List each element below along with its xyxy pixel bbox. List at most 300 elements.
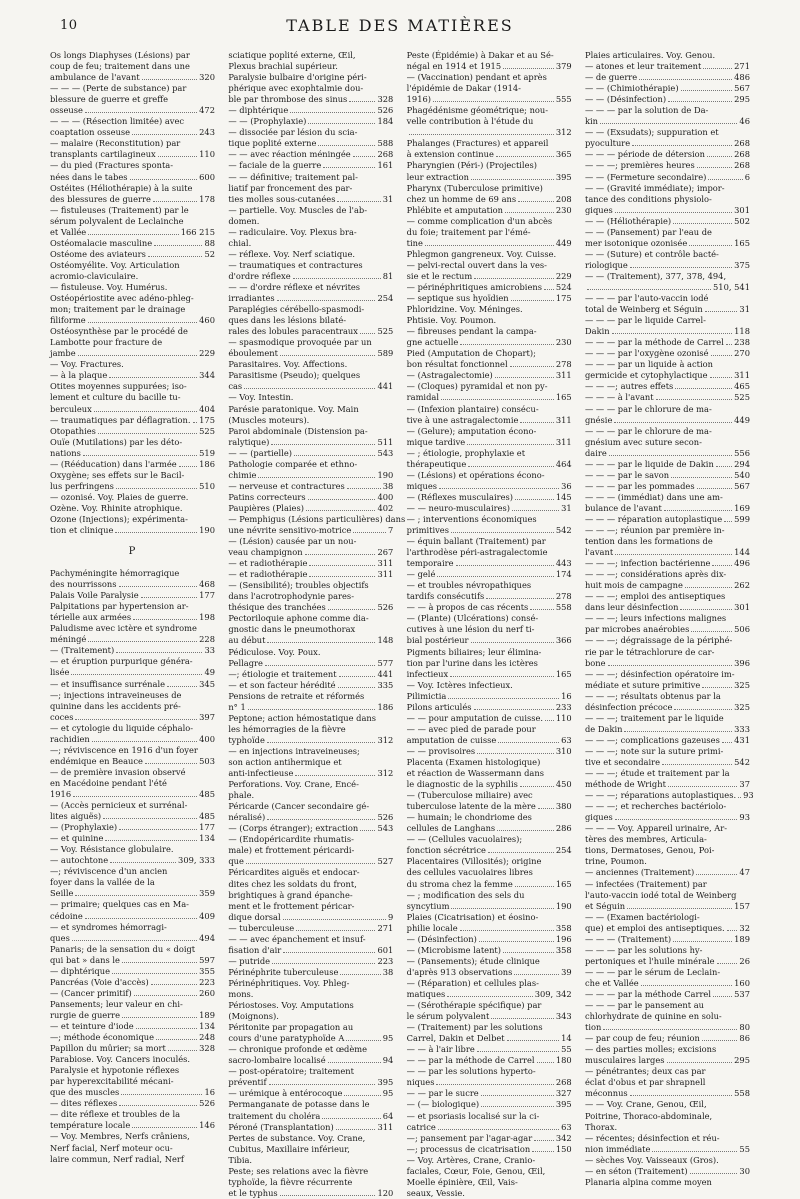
index-entry xyxy=(50,238,215,249)
dot-leader xyxy=(130,179,198,180)
index-entry xyxy=(407,404,572,415)
index-entry xyxy=(585,492,750,503)
entry-page-number: 166 215 xyxy=(180,226,215,237)
dot-leader xyxy=(425,245,554,246)
entry-text: — — Voy. Crane, Genou, Œil, xyxy=(584,1099,707,1110)
entry-text: sie et le rectum xyxy=(406,270,473,281)
entry-text: — — — à l'avant xyxy=(584,392,654,403)
entry-page-number: 286 xyxy=(555,823,572,834)
entry-text: — — — par le chlorure de ma- xyxy=(584,425,712,436)
entry-text: Moelle épinière, Œil, Vais- xyxy=(406,1176,518,1187)
entry-text: lement et culture du bacille tu- xyxy=(50,392,181,403)
index-entry xyxy=(50,966,215,977)
entry-text: — — — par les solutions hy- xyxy=(584,944,703,955)
entry-page-number: 254 xyxy=(377,293,394,304)
index-entry xyxy=(50,1120,215,1131)
dot-leader xyxy=(277,300,376,301)
entry-text: dans l'acrotrophodynie pares- xyxy=(228,591,354,602)
entry-text: phérique avec exophtalmie dou- xyxy=(228,83,364,94)
dot-leader xyxy=(280,1195,376,1196)
dot-leader xyxy=(439,488,559,489)
index-entry xyxy=(228,337,393,348)
index-entry xyxy=(585,370,750,381)
entry-text: — tuberculeuse xyxy=(228,922,295,933)
index-entry xyxy=(228,359,393,370)
dot-leader xyxy=(641,985,732,986)
dot-leader xyxy=(673,941,732,942)
dot-leader xyxy=(349,101,375,102)
index-entry xyxy=(228,923,393,934)
entry-text: — faciale de la guerre xyxy=(228,160,322,171)
entry-text: — ; modification des sels du xyxy=(406,889,525,900)
entry-page-number: 543 xyxy=(377,823,394,834)
index-entry xyxy=(585,547,750,558)
dot-leader xyxy=(308,123,375,124)
entry-page-number: 180 xyxy=(555,1055,572,1066)
index-entry xyxy=(407,779,572,790)
index-column-1 xyxy=(50,50,215,1164)
index-entry xyxy=(585,945,750,956)
index-entry xyxy=(585,160,750,171)
entry-text: — — — (Traitement) xyxy=(584,933,672,944)
index-entry xyxy=(585,337,750,348)
dot-leader xyxy=(545,720,554,721)
index-entry xyxy=(228,867,393,878)
entry-page-number: 94 xyxy=(382,1055,394,1066)
index-entry xyxy=(228,945,393,956)
index-entry xyxy=(407,812,572,823)
index-entry xyxy=(585,249,750,260)
entry-text: — — — par l'auto-vaccin iodé xyxy=(584,293,709,304)
entry-text: chez un homme de 69 ans xyxy=(406,193,517,204)
entry-page-number: 63 xyxy=(561,734,572,745)
index-entry xyxy=(407,580,572,591)
dot-leader xyxy=(712,565,732,566)
entry-text: néralisé) xyxy=(228,812,266,823)
index-entry xyxy=(407,602,572,613)
dot-leader xyxy=(505,212,554,213)
entry-text: — (Astragalectomie) xyxy=(406,370,493,381)
index-entry xyxy=(228,260,393,271)
page-number: 10 xyxy=(60,18,78,33)
entry-text: chial. xyxy=(228,237,252,248)
entry-text: — (Cancer primitif) xyxy=(50,987,132,998)
entry-text: jambe xyxy=(50,348,76,359)
dot-leader xyxy=(148,256,203,257)
dot-leader xyxy=(587,289,711,290)
index-entry xyxy=(585,713,750,724)
dot-leader xyxy=(538,808,554,809)
entry-text: — — (partielle) xyxy=(228,447,293,458)
entry-page-number: 228 xyxy=(199,634,215,645)
index-entry xyxy=(228,94,393,105)
index-entry xyxy=(50,415,215,426)
dot-leader xyxy=(322,1118,380,1119)
entry-page-number: 198 xyxy=(199,612,215,623)
index-entry xyxy=(407,735,572,746)
dot-leader xyxy=(179,466,197,467)
dot-leader xyxy=(726,344,732,345)
entry-text: mon; traitement par le drainage xyxy=(50,304,186,315)
dot-leader xyxy=(615,819,738,820)
index-entry xyxy=(228,1144,393,1155)
entry-page-number: 311 xyxy=(555,436,572,447)
index-entry xyxy=(407,1177,572,1188)
index-entry xyxy=(585,1066,750,1077)
entry-text: — — (Cellules vacuolaires); xyxy=(406,834,523,845)
entry-page-number: 527 xyxy=(377,856,394,867)
entry-text: tion xyxy=(584,1022,602,1033)
entry-page-number: 93 xyxy=(743,790,754,801)
entry-page-number: 335 xyxy=(377,679,394,690)
index-entry xyxy=(407,923,572,934)
index-entry xyxy=(407,624,572,635)
index-entry xyxy=(50,138,215,149)
entry-text: — chronique profonde et œdème xyxy=(228,1044,368,1055)
entry-text: désinfection précoce xyxy=(584,701,673,712)
entry-page-number: 599 xyxy=(734,513,750,524)
index-entry xyxy=(228,912,393,923)
index-entry xyxy=(50,767,215,778)
index-entry xyxy=(585,359,750,370)
entry-page-number: 146 xyxy=(199,1120,215,1131)
entry-text: foyer dans la vallée de la xyxy=(50,877,155,888)
entry-page-number: 165 xyxy=(555,392,572,403)
entry-page-number: 472 xyxy=(199,105,215,116)
dot-leader xyxy=(193,422,198,423)
entry-page-number: 118 xyxy=(734,326,750,337)
entry-text: des cellules vacuolaires libres xyxy=(406,867,533,878)
entry-page-number: 537 xyxy=(734,988,750,999)
dot-leader xyxy=(710,377,733,378)
index-entry xyxy=(50,811,215,822)
entry-page-number: 556 xyxy=(734,447,750,458)
dot-leader xyxy=(308,499,376,500)
entry-text: Papillon du mûrier; sa mort xyxy=(50,1043,166,1054)
entry-page-number: 365 xyxy=(555,149,572,160)
entry-text: — — —; traitement par le liquide xyxy=(584,712,724,723)
entry-text: Perforations. Voy. Crane, Encé- xyxy=(228,779,359,790)
dot-leader xyxy=(294,455,375,456)
entry-text: Paupières (Plaies) xyxy=(228,502,304,513)
entry-page-number: 175 xyxy=(199,414,215,425)
entry-text: laire commun, Nerf radial, Nerf xyxy=(50,1153,184,1164)
dot-leader xyxy=(78,355,198,356)
entry-text: — — —; réparations autoplastiques. xyxy=(584,790,737,801)
entry-text: le sérum polyvalent xyxy=(406,1011,490,1022)
entry-text: — — — par le liquide Carrel- xyxy=(584,315,706,326)
index-entry xyxy=(407,558,572,569)
dot-leader xyxy=(436,1084,553,1085)
dot-leader xyxy=(498,742,559,743)
entry-page-number: 223 xyxy=(377,955,394,966)
dot-leader xyxy=(624,731,732,732)
entry-page-number: 309, 342 xyxy=(534,988,572,999)
index-entry xyxy=(585,613,750,624)
entry-text: — — à l'air libre xyxy=(406,1044,475,1055)
index-entry xyxy=(407,713,572,724)
dot-leader xyxy=(471,179,554,180)
entry-text: filiforme xyxy=(50,315,86,326)
entry-text: — (Endopéricardite rhumatis- xyxy=(228,834,354,845)
entry-text: — Voy. Résistance globulaire. xyxy=(50,844,174,855)
entry-text: gnésie xyxy=(584,414,613,425)
entry-text: trine, Poumon. xyxy=(584,856,647,867)
index-entry xyxy=(228,746,393,757)
index-entry xyxy=(50,789,215,800)
index-entry xyxy=(50,83,215,94)
entry-text: —; étiologie et traitement xyxy=(228,668,337,679)
entry-text: — — avec réaction méningée xyxy=(228,149,351,160)
entry-page-number: 254 xyxy=(555,845,572,856)
index-entry xyxy=(228,790,393,801)
index-entry xyxy=(50,370,215,381)
dot-leader xyxy=(72,940,197,941)
entry-text: — (Réflexes musculaires) xyxy=(406,491,513,502)
dot-leader xyxy=(477,1051,559,1052)
dot-leader xyxy=(451,908,553,909)
index-entry xyxy=(407,1144,572,1155)
index-entry xyxy=(50,612,215,623)
entry-text: — de première invasion observé xyxy=(50,766,186,777)
entry-text: fonction sécrétrice xyxy=(406,845,486,856)
index-entry xyxy=(228,370,393,381)
entry-page-number: 267 xyxy=(377,547,394,558)
entry-page-number: 165 xyxy=(555,668,572,679)
index-entry xyxy=(407,1155,572,1166)
index-entry xyxy=(228,381,393,392)
entry-page-number: 120 xyxy=(377,1187,394,1198)
entry-page-number: 294 xyxy=(734,458,750,469)
dot-leader xyxy=(514,974,559,975)
dot-leader xyxy=(269,1084,376,1085)
entry-text: typhoïde xyxy=(228,734,265,745)
entry-text: Plaies articulaires. Voy. Genou. xyxy=(584,50,716,60)
index-entry xyxy=(228,845,393,856)
entry-text: une névrite sensitivo-motrice xyxy=(228,525,352,536)
entry-text: et Vallée xyxy=(50,226,87,237)
dot-leader xyxy=(702,687,732,688)
entry-page-number: 295 xyxy=(734,1055,750,1066)
entry-text: Peste; ses relations avec la fièvre xyxy=(228,1165,369,1176)
entry-text: — — provisoires xyxy=(406,745,476,756)
entry-page-number: 37 xyxy=(739,779,750,790)
entry-page-number: 16 xyxy=(204,1087,215,1098)
entry-page-number: 31 xyxy=(561,502,572,513)
index-entry xyxy=(407,260,572,271)
index-entry xyxy=(228,83,393,94)
entry-text: — Voy. Membres, Nerfs crâniens, xyxy=(50,1131,190,1142)
dot-leader xyxy=(98,433,197,434)
index-entry xyxy=(50,623,215,634)
entry-text: — — avec pied de parade pour xyxy=(406,723,536,734)
entry-text: — — —; autres effets xyxy=(584,381,674,392)
entry-text: — — —; désinfection opératoire im- xyxy=(584,668,735,679)
dot-leader xyxy=(83,455,197,456)
dot-leader xyxy=(697,167,732,168)
index-entry xyxy=(50,877,215,888)
entry-page-number: 396 xyxy=(734,657,750,668)
dot-leader xyxy=(460,930,554,931)
dot-leader xyxy=(168,1050,197,1051)
dot-leader xyxy=(467,444,554,445)
entry-text: tique poplité externe xyxy=(228,138,317,149)
entry-text: Parabiose. Voy. Cancers inoculés. xyxy=(50,1054,191,1065)
index-entry xyxy=(228,1088,393,1099)
index-entry xyxy=(407,890,572,901)
index-entry xyxy=(228,1066,393,1077)
entry-text: et réaction de Wassermann dans xyxy=(406,768,544,779)
entry-text: infectieux xyxy=(406,668,449,679)
entry-page-number: 395 xyxy=(377,1077,394,1088)
index-entry xyxy=(585,956,750,967)
entry-text: — (Sensibilité); troubles objectifs xyxy=(228,580,369,591)
entry-text: gnostic dans le pneumothorax xyxy=(228,624,356,635)
index-entry xyxy=(407,392,572,403)
index-entry xyxy=(228,304,393,315)
index-entry xyxy=(585,381,750,392)
dot-leader xyxy=(306,510,376,511)
index-entry xyxy=(228,978,393,989)
index-entry xyxy=(407,105,572,116)
entry-text: — (— biologique) xyxy=(406,1099,480,1110)
index-entry xyxy=(407,437,572,448)
index-entry xyxy=(50,72,215,83)
index-entry xyxy=(585,415,750,426)
index-entry xyxy=(228,1022,393,1033)
entry-text: — — — période de détersion xyxy=(584,149,706,160)
entry-text: ralytique) xyxy=(228,436,270,447)
entry-text: — fistuleuses (Traitement) par le xyxy=(50,204,189,215)
index-entry xyxy=(228,348,393,359)
index-entry xyxy=(585,304,750,315)
entry-text: — Voy. Ictères infectieux. xyxy=(406,679,513,690)
entry-text: rales des lobules paracentraux xyxy=(228,326,358,337)
entry-page-number: 95 xyxy=(382,1033,394,1044)
entry-text: — (Sérothérapie spécifique) par xyxy=(406,1000,542,1011)
index-entry xyxy=(50,514,215,525)
entry-text: bone xyxy=(584,657,606,668)
dot-leader xyxy=(88,234,179,235)
entry-text: —; pansement par l'agar-agar xyxy=(406,1132,533,1143)
index-entry xyxy=(50,160,215,171)
index-entry xyxy=(228,680,393,691)
index-entry xyxy=(585,680,750,691)
entry-text: — ; étiologie, prophylaxie et xyxy=(406,447,526,458)
entry-page-number: 14 xyxy=(561,1033,572,1044)
index-entry xyxy=(407,989,572,1000)
entry-text: — — par les solutions hyperto- xyxy=(406,1066,536,1077)
entry-text: domen. xyxy=(228,215,260,226)
dot-leader xyxy=(145,763,197,764)
dot-leader xyxy=(132,134,197,135)
index-entry xyxy=(228,470,393,481)
entry-text: — — (Examen bactériologi- xyxy=(584,911,700,922)
dot-leader xyxy=(447,996,532,997)
entry-text: Parasitisme (Pseudo); quelques xyxy=(228,370,361,381)
entry-text: Périnéphritiques. Voy. Phleg- xyxy=(228,977,350,988)
index-entry xyxy=(407,1044,572,1055)
entry-page-number: 359 xyxy=(199,888,215,899)
entry-text: — — (Désinfection) xyxy=(584,94,667,105)
entry-text: n° 1 xyxy=(228,701,246,712)
entry-text: — dissociée par lésion du scia- xyxy=(228,127,358,138)
index-entry xyxy=(407,746,572,757)
entry-text: coces xyxy=(50,711,74,722)
index-entry xyxy=(228,735,393,746)
entry-text: — — — par la méthode de Carrel xyxy=(584,337,724,348)
entry-page-number: 144 xyxy=(734,547,750,558)
index-entry xyxy=(407,315,572,326)
entry-text: — — — (Perte de substance) par xyxy=(50,83,187,94)
entry-page-number: 178 xyxy=(199,193,215,204)
index-entry xyxy=(585,83,750,94)
dot-leader xyxy=(103,818,197,819)
entry-text: Os longs Diaphyses (Lésions) par xyxy=(50,50,190,60)
entry-page-number: 270 xyxy=(734,348,750,359)
entry-text: — équin ballant (Traitement) par xyxy=(406,536,546,547)
entry-page-number: 38 xyxy=(382,966,394,977)
entry-page-number: 542 xyxy=(734,757,750,767)
entry-text: tine xyxy=(406,237,423,248)
index-entry xyxy=(228,635,393,646)
entry-text: — et éruption purpurique généra- xyxy=(50,656,193,667)
index-entry xyxy=(585,238,750,249)
index-entry xyxy=(407,1111,572,1122)
index-entry xyxy=(585,1055,750,1066)
dot-leader xyxy=(346,1040,380,1041)
dot-leader xyxy=(474,278,554,279)
entry-page-number: 278 xyxy=(555,591,572,602)
entry-text: — fistuleuse. Voy. Humérus. xyxy=(50,281,168,292)
index-entry xyxy=(50,911,215,922)
dot-leader xyxy=(122,962,197,963)
index-entry xyxy=(228,1077,393,1088)
dot-leader xyxy=(267,819,375,820)
entry-text: — infectées (Traitement) par xyxy=(584,878,707,889)
index-entry xyxy=(50,183,215,194)
dot-leader xyxy=(156,1039,197,1040)
index-entry xyxy=(50,381,215,392)
index-entry xyxy=(585,1122,750,1133)
index-entry xyxy=(407,591,572,602)
dot-leader xyxy=(474,709,554,710)
entry-text: éboulement xyxy=(228,348,278,359)
entry-text: Phagédénisme géométrique; nou- xyxy=(406,105,549,116)
entry-page-number: 311 xyxy=(377,1121,394,1132)
entry-page-number: 312 xyxy=(377,768,394,779)
entry-text: — des parties molles; excisions xyxy=(584,1044,717,1055)
entry-text: bon résultat fonctionnel xyxy=(406,359,508,370)
entry-page-number: 519 xyxy=(199,447,215,458)
entry-text: d'après 913 observations xyxy=(406,966,513,977)
index-entry xyxy=(407,337,572,348)
index-entry xyxy=(228,127,393,138)
entry-page-number: 47 xyxy=(739,867,750,878)
index-entry xyxy=(228,569,393,580)
entry-text: des nourrissons xyxy=(50,579,117,590)
index-entry xyxy=(50,988,215,999)
entry-text: — atones et leur traitement xyxy=(584,61,702,72)
dot-leader xyxy=(438,1129,559,1130)
index-entry xyxy=(228,105,393,116)
dot-leader xyxy=(503,68,554,69)
index-entry xyxy=(585,757,750,768)
entry-page-number: 409 xyxy=(199,910,215,921)
entry-text: — — (Gravité immédiate); impor- xyxy=(584,182,725,193)
entry-text: — (Accès pernicieux et surrénal- xyxy=(50,800,188,811)
entry-page-number: 268 xyxy=(555,1077,572,1088)
